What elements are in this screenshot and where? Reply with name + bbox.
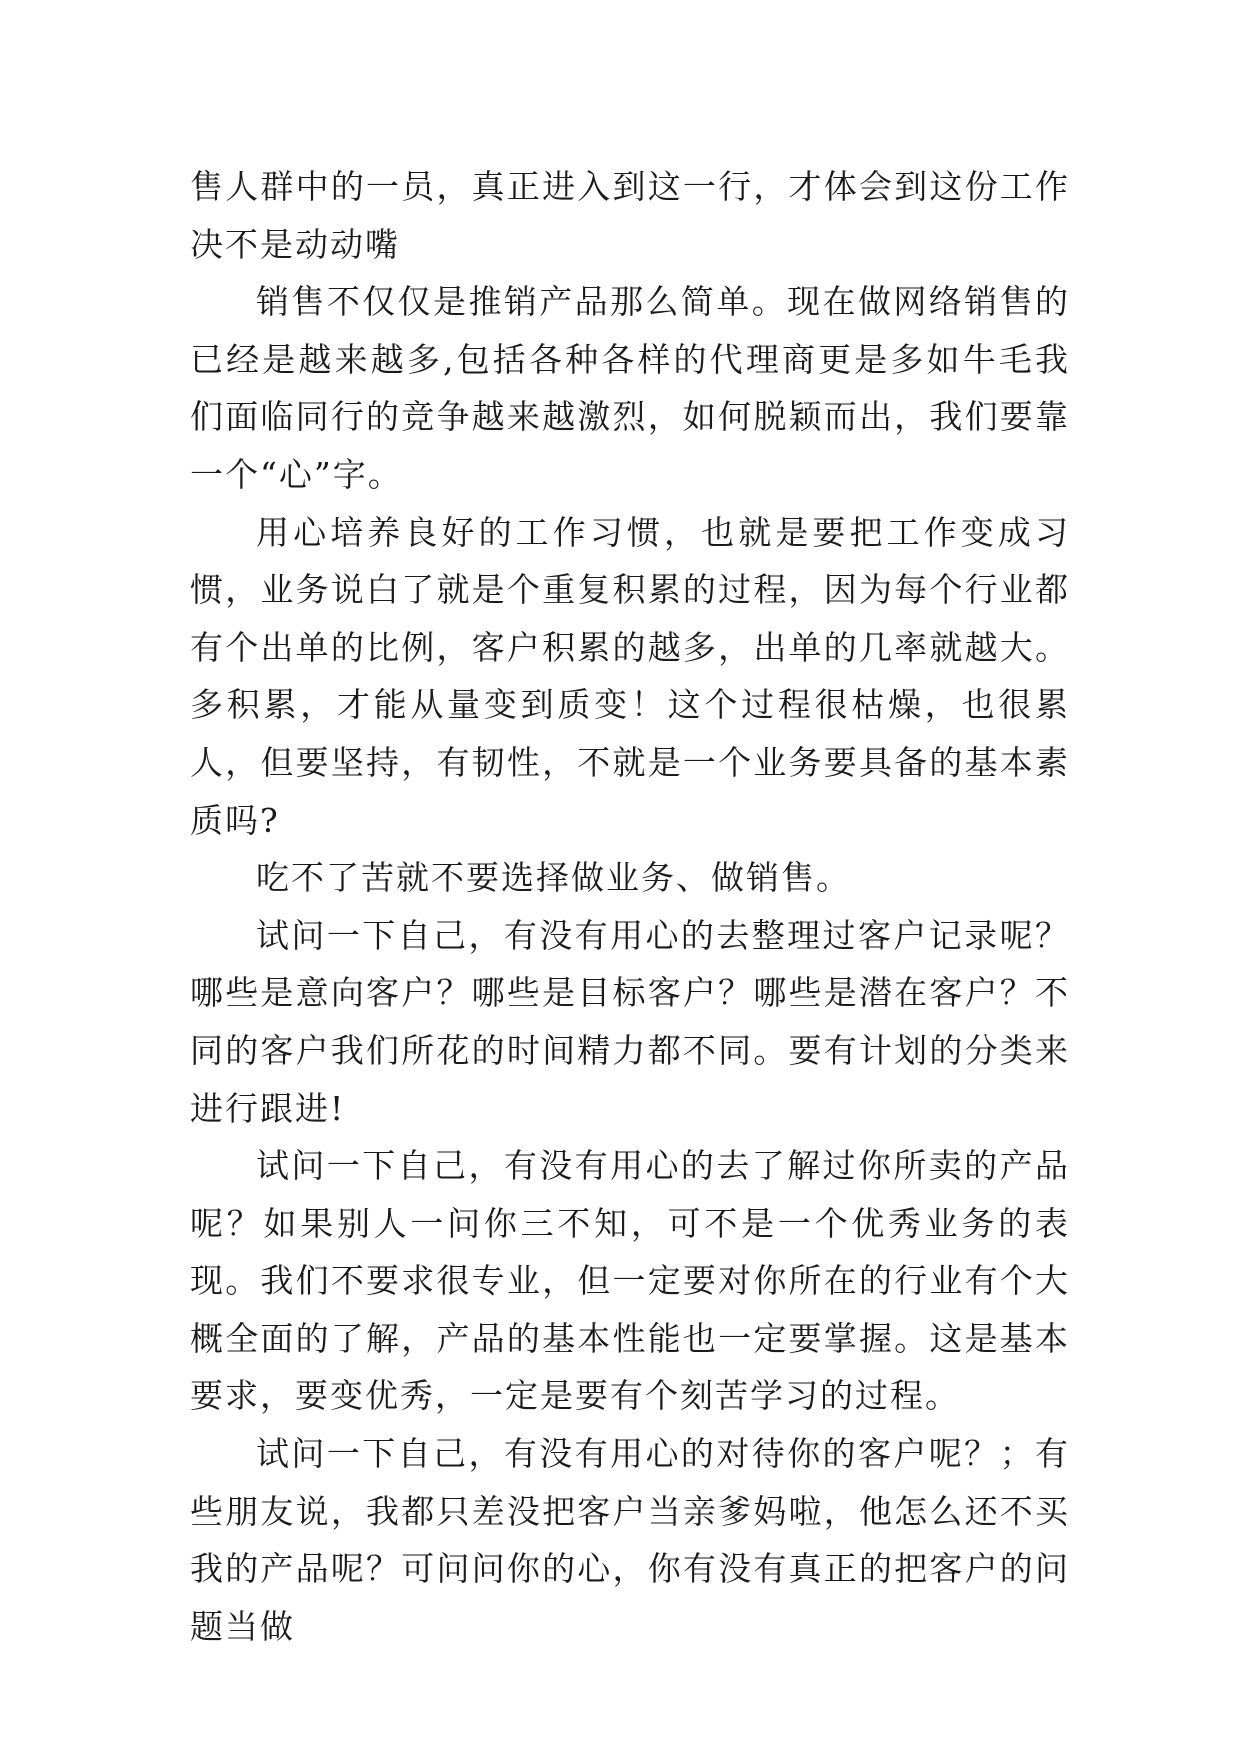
paragraph: 试问一下自己，有没有用心的去整理过客户记录呢？哪些是意向客户？哪些是目标客户？哪些是潜在客户？不同的客户我们所花的时间精力都不同。要有计划的分类来进行跟进! xyxy=(190,915,1070,1128)
paragraph-continued: 售人群中的一员，真正进入到这一行，才体会到这份工作决不是动动嘴 xyxy=(190,167,1070,264)
paragraph: 销售不仅仅是推销产品那么简单。现在做网络销售的已经是越来越多,包括各种各样的代理商更是多如牛毛我们面临同行的竞争越来越激烈，如何脱颖而出，我们要靠一个“心”字。 xyxy=(190,282,1070,494)
paragraph: 试问一下自己，有没有用心的去了解过你所卖的产品呢？如果别人一问你三不知，可不是一个优秀业务的表现。我们不要求很专业，但一定要对你所在的行业有个大概全面的了解，产品的基本性能也一定要掌握。这是基本要求，要变优秀，一定是要有个刻苦学习的过程。 xyxy=(190,1146,1070,1416)
paragraph: 用心培养良好的工作习惯，也就是要把工作变成习惯，业务说白了就是个重复积累的过程，因为每个行业都有个出单的比例，客户积累的越多，出单的几率就越大。多积累，才能从量变到质变！这个过程很枯燥，也很累人，但要坚持，有韧性，不就是一个业务要具备的基本素质吗? xyxy=(190,512,1070,840)
paragraph: 试问一下自己，有没有用心的对待你的客户呢？；有些朋友说，我都只差没把客户当亲爹妈啦，他怎么还不买我的产品呢？可问问你的心，你有没有真正的把客户的问题当做 xyxy=(190,1434,1070,1646)
document-body xyxy=(190,158,1070,1655)
paragraph: 吃不了苦就不要选择做业务、做销售。 xyxy=(256,858,851,898)
